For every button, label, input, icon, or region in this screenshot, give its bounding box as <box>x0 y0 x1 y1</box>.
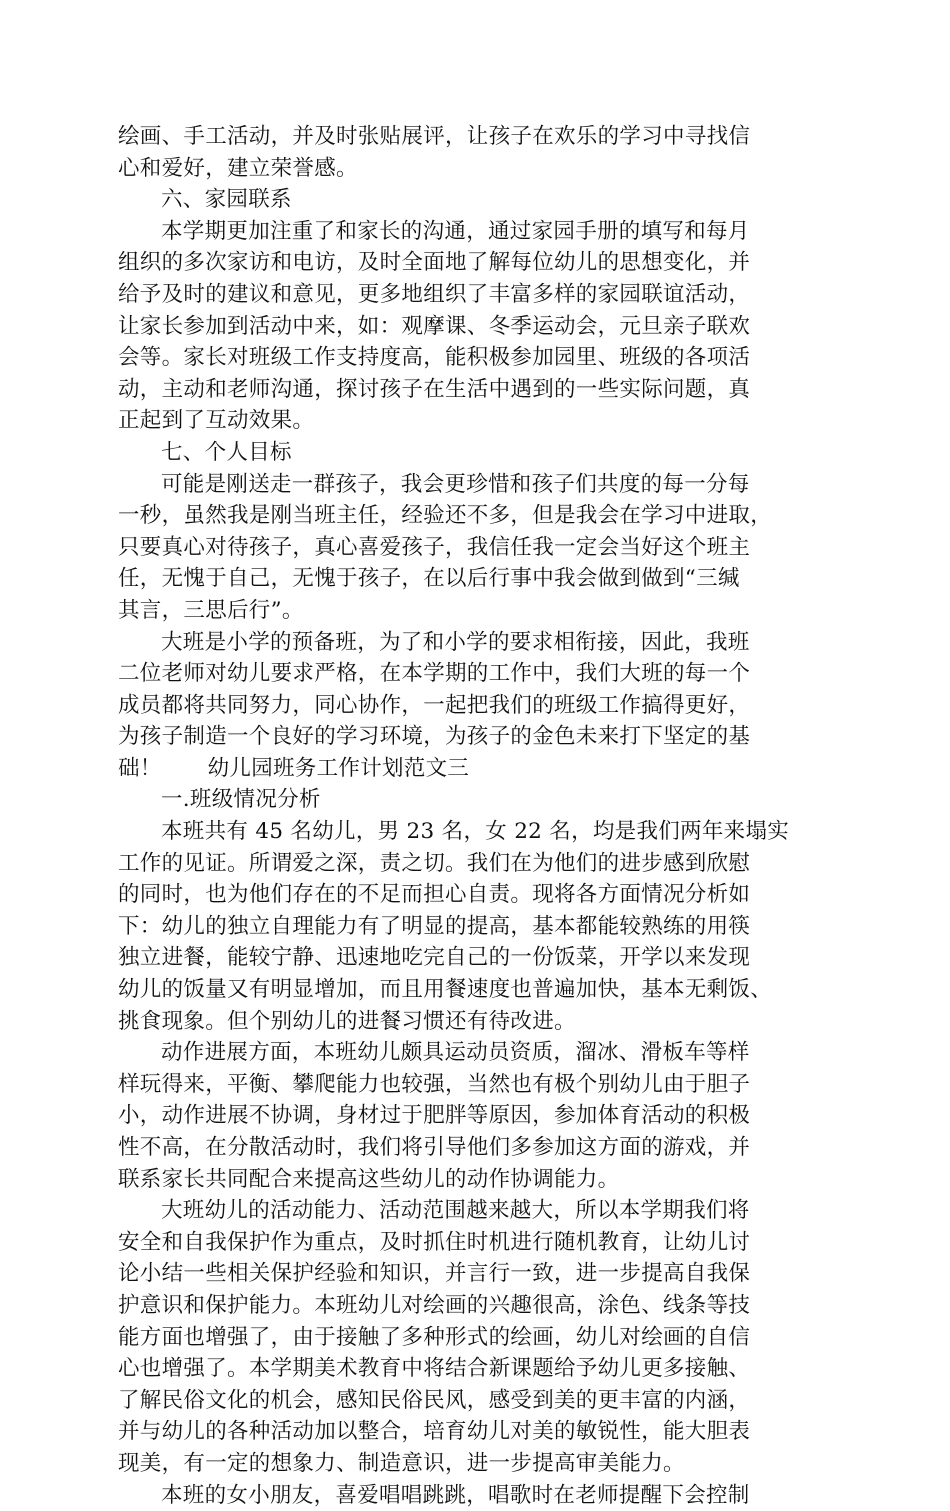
text-line: 的同时，也为他们存在的不足而担心自责。现将各方面情况分析如 <box>118 882 751 908</box>
text-line: 护意识和保护能力。本班幼儿对绘画的兴趣很高，涂色、线条等技 <box>118 1292 751 1318</box>
text-line: 工作的见证。所谓爱之深，责之切。我们在为他们的进步感到欣慰 <box>118 850 751 876</box>
paragraph-start: 本班的女小朋友，喜爱唱唱跳跳，唱歌时在老师提醒下会控制 <box>161 1482 750 1508</box>
text-line: 现美，有一定的想象力、制造意识，进一步提高审美能力。 <box>118 1450 685 1476</box>
section-heading: 六、家园联系 <box>161 187 292 213</box>
text-line: 下：幼儿的独立自理能力有了明显的提高，基本都能较熟练的用筷 <box>118 913 751 939</box>
text-line-with-title <box>118 753 818 785</box>
paragraph-start: 动作进展方面，本班幼儿颇具运动员资质，溜冰、滑板车等样 <box>161 1040 750 1066</box>
text-line: 样玩得来，平衡、攀爬能力也较强，当然也有极个别幼儿由于胆子 <box>118 1071 751 1097</box>
text-line: 只要真心对待孩子，真心喜爱孩子，我信任我一定会当好这个班主 <box>118 534 751 560</box>
paragraph-start: 大班是小学的预备班，为了和小学的要求相衔接，因此，我班 <box>161 629 750 655</box>
section-heading: 七、个人目标 <box>161 439 292 465</box>
text-line: 其言，三思后行”。 <box>118 597 304 623</box>
text-line: 动，主动和老师沟通，探讨孩子在生活中遇到的一些实际问题，真 <box>118 376 751 402</box>
text-line: 了解民俗文化的机会，感知民俗民风，感受到美的更丰富的内涵， <box>118 1387 751 1413</box>
text-line: 组织的多次家访和电访，及时全面地了解每位幼儿的思想变化，并 <box>118 250 751 276</box>
document-title: 幼儿园班务工作计划范文三 <box>207 755 470 781</box>
text-line: 挑食现象。但个别幼儿的进餐习惯还有待改进。 <box>118 1008 576 1034</box>
paragraph-start: 本班共有 45 名幼儿，男 23 名，女 22 名，均是我们两年来塌实 <box>161 819 790 845</box>
text-line: 成员都将共同努力，同心协作，一起把我们的班级工作搞得更好， <box>118 692 751 718</box>
paragraph-start: 大班幼儿的活动能力、活动范围越来越大，所以本学期我们将 <box>161 1198 750 1224</box>
text-line: 心也增强了。本学期美术教育中将结合新课题给予幼儿更多接触、 <box>118 1356 751 1382</box>
paragraph-start: 本学期更加注重了和家长的沟通，通过家园手册的填写和每月 <box>161 218 750 244</box>
text-line: 二位老师对幼儿要求严格，在本学期的工作中，我们大班的每一个 <box>118 661 751 687</box>
text-line: 会等。家长对班级工作支持度高，能积极参加园里、班级的各项活 <box>118 345 751 371</box>
text-line: 独立进餐，能较宁静、迅速地吃完自己的一份饭菜，开学以来发现 <box>118 945 751 971</box>
text-line: 联系家长共同配合来提高这些幼儿的动作协调能力。 <box>118 1166 620 1192</box>
text-line: 心和爱好，建立荣誉感。 <box>118 155 358 181</box>
text-line: 一秒，虽然我是刚当班主任，经验还不多，但是我会在学习中进取， <box>118 503 773 529</box>
text-line: 能方面也增强了，由于接触了多种形式的绘画，幼儿对绘画的自信 <box>118 1324 751 1350</box>
text-line: 论小结一些相关保护经验和知识，并言行一致，进一步提高自我保 <box>118 1261 751 1287</box>
text-line: 让家长参加到活动中来，如：观摩课、冬季运动会，元旦亲子联欢 <box>118 313 751 339</box>
text-line: 性不高，在分散活动时，我们将引导他们多参加这方面的游戏，并 <box>118 1135 751 1160</box>
text-line: 绘画、手工活动，并及时张贴展评，让孩子在欢乐的学习中寻找信 <box>118 124 751 149</box>
text-line: 小，动作进展不协调，身材过于肥胖等原因，参加体育活动的积极 <box>118 1103 751 1129</box>
text-line: 给予及时的建议和意见，更多地组织了丰富多样的家园联谊活动， <box>118 281 751 307</box>
text-line: 并与幼儿的各种活动加以整合，培育幼儿对美的敏锐性，能大胆表 <box>118 1419 751 1445</box>
body-text <box>118 121 818 1511</box>
text-line: 幼儿的饭量又有明显增加，而且用餐速度也普遍加快，基本无剩饭、 <box>118 977 773 1003</box>
paragraph-start: 可能是刚送走一群孩子，我会更珍惜和孩子们共度的每一分每 <box>161 471 750 497</box>
text-line: 正起到了互动效果。 <box>118 408 315 434</box>
text-line: 为孩子制造一个良好的学习环境，为孩子的金色未来打下坚定的基 <box>118 724 751 750</box>
section-heading: 一.班级情况分析 <box>161 787 321 813</box>
text-fragment: 础！ <box>118 755 162 781</box>
text-line: 安全和自我保护作为重点，及时抓住时机进行随机教育，让幼儿讨 <box>118 1229 751 1255</box>
text-line: 任，无愧于自己，无愧于孩子，在以后行事中我会做到做到“三缄 <box>118 566 740 592</box>
